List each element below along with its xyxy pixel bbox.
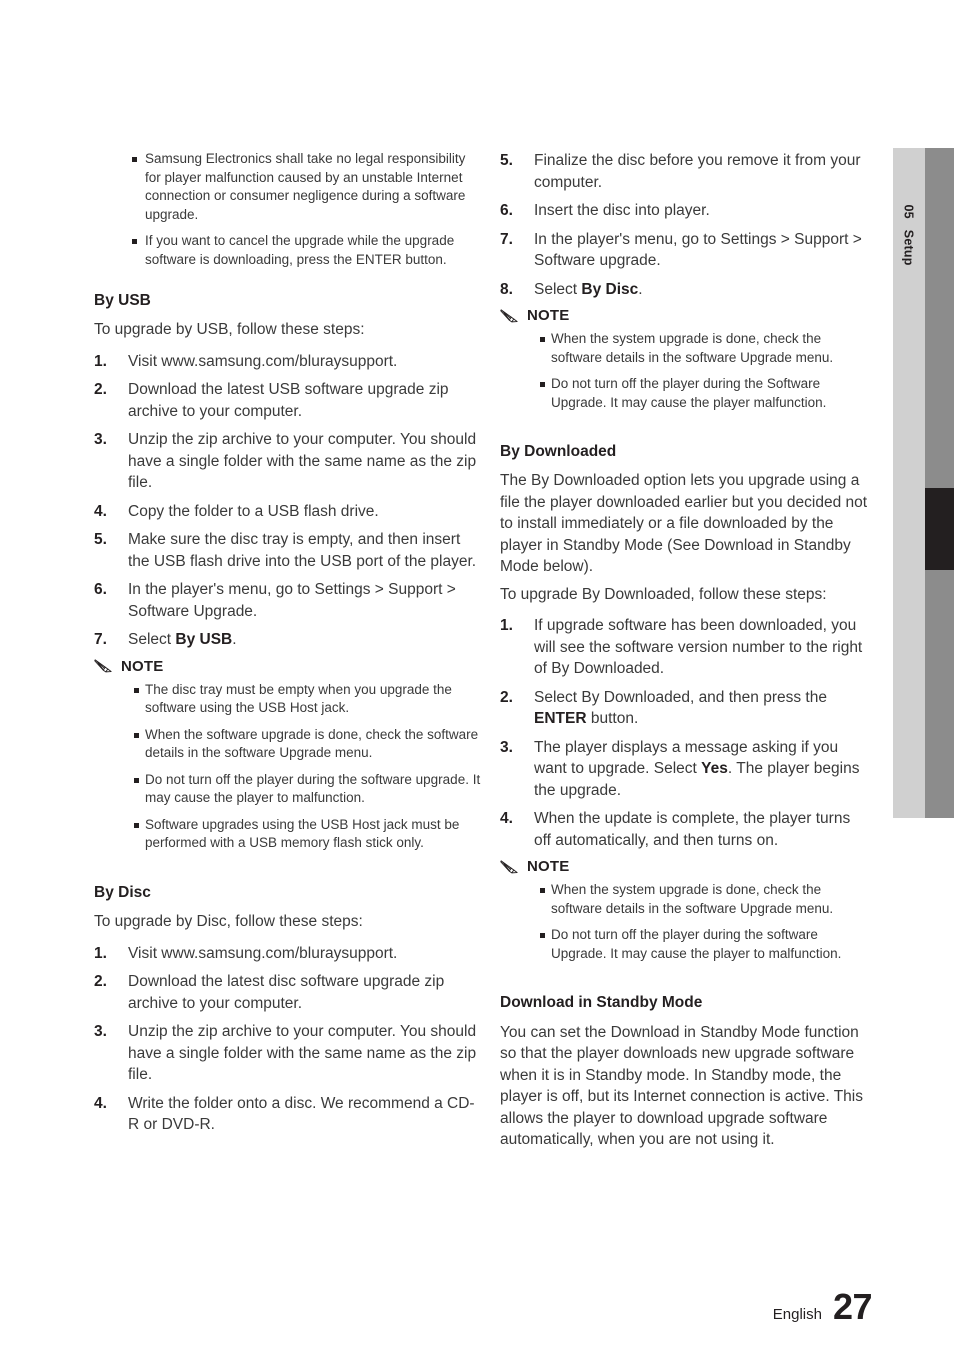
step-item bbox=[500, 229, 868, 272]
step-item bbox=[94, 943, 482, 965]
step-item bbox=[94, 379, 482, 422]
step-text-plain: Select By Disc. bbox=[534, 280, 643, 298]
step-item bbox=[500, 279, 868, 301]
step-item bbox=[500, 150, 868, 193]
heading-download-in-standby-mode: Download in Standby Mode bbox=[500, 994, 703, 1012]
step-text: Unzip the zip archive to your computer. You should have a single folder with the same name as the zip file. bbox=[128, 431, 477, 492]
square-bullet-icon bbox=[132, 157, 137, 162]
step-number: 1. bbox=[500, 617, 513, 635]
bullet-text: Do not turn off the player during the software upgrade. It may cause the player to malfunction. bbox=[145, 771, 481, 806]
bullet-text: Do not turn off the player during the software Upgrade. It may cause the player to malfunction. bbox=[551, 927, 842, 961]
note-header bbox=[94, 658, 482, 675]
bullet-text: When the software upgrade is done, check the software details in the software Upgrade menu. bbox=[145, 726, 479, 761]
bullet-text: When the system upgrade is done, check the software details in the software Upgrade menu. bbox=[551, 882, 834, 916]
list-item bbox=[500, 926, 868, 963]
step-number: 6. bbox=[500, 202, 513, 219]
step-number: 5. bbox=[94, 531, 107, 549]
step-number: 2. bbox=[500, 688, 513, 706]
right-column bbox=[500, 150, 868, 1161]
bullet-text: Software upgrades using the USB Host jack must be performed with a USB memory flash stick only. bbox=[145, 816, 460, 851]
step-item bbox=[94, 1093, 482, 1136]
step-number: 3. bbox=[94, 431, 107, 449]
square-bullet-icon bbox=[134, 778, 139, 783]
step-item bbox=[94, 429, 482, 494]
list-item bbox=[94, 681, 482, 718]
step-text-plain: Select By USB. bbox=[128, 631, 237, 649]
step-number: 3. bbox=[94, 1023, 107, 1041]
step-item bbox=[500, 737, 868, 802]
step-number: 7. bbox=[94, 631, 107, 649]
square-bullet-icon bbox=[134, 733, 139, 738]
square-bullet-icon bbox=[540, 933, 545, 938]
step-text: In the player's menu, go to Settings > Support > Software Upgrade. bbox=[128, 581, 456, 620]
list-item bbox=[94, 771, 482, 808]
list-item bbox=[500, 375, 868, 412]
step-number: 1. bbox=[94, 944, 107, 962]
step-text: Unzip the zip archive to your computer. You should have a single folder with the same name as the zip file. bbox=[128, 1023, 477, 1084]
heading-by-usb: By USB bbox=[94, 292, 151, 309]
step-number: 4. bbox=[500, 810, 513, 828]
step-item bbox=[94, 1021, 482, 1086]
bullet-text: When the system upgrade is done, check the software details in the software Upgrade menu. bbox=[551, 331, 834, 365]
bullet-text: Samsung Electronics shall take no legal responsibility for player malfunction caused by an unstable Internet connection or consumer negligence during a software upgrade. bbox=[145, 151, 466, 222]
chapter-side-tab bbox=[893, 148, 954, 818]
side-tab-chapter-marker bbox=[925, 488, 954, 570]
intro-bullet-list bbox=[94, 150, 482, 269]
bullet-text: If you want to cancel the upgrade while the upgrade software is downloading, press the ENTER button. bbox=[145, 233, 455, 267]
download-standby-body: You can set the Download in Standby Mode function so that the player downloads new upgrade software when it is in Standby mode. In Standby mode, the player is off, but its Internet connection is active. This allows the player to download upgrade software automatically, when you are not using it. bbox=[500, 1023, 864, 1149]
step-number: 8. bbox=[500, 280, 513, 298]
step-item bbox=[94, 351, 482, 373]
by-downloaded-intro-2: To upgrade By Downloaded, follow these steps: bbox=[500, 585, 827, 603]
pencil-icon bbox=[500, 308, 519, 324]
step-number: 2. bbox=[94, 381, 107, 399]
step-text: Insert the disc into player. bbox=[534, 202, 710, 219]
square-bullet-icon bbox=[540, 337, 545, 342]
side-tab-dark-band bbox=[925, 148, 954, 818]
step-text-plain: The player displays a message asking if you want to upgrade. Select Yes. The player begins the upgrade. bbox=[534, 738, 860, 799]
step-number: 1. bbox=[94, 352, 107, 370]
square-bullet-icon bbox=[134, 688, 139, 693]
step-text: Download the latest USB software upgrade zip archive to your computer. bbox=[128, 381, 449, 420]
step-number: 5. bbox=[500, 152, 513, 169]
by-disc-steps-continued bbox=[500, 150, 868, 300]
step-text: In the player's menu, go to Settings > Support > Software upgrade. bbox=[534, 230, 862, 269]
step-text: Make sure the disc tray is empty, and then insert the USB flash drive into the USB port of the player. bbox=[128, 531, 477, 570]
step-text: Visit www.samsung.com/bluraysupport. bbox=[128, 352, 398, 370]
footer-page-number: 27 bbox=[832, 1286, 872, 1327]
bullet-text: The disc tray must be empty when you upgrade the software using the USB Host jack. bbox=[145, 681, 452, 716]
note-label: NOTE bbox=[527, 858, 570, 876]
step-item bbox=[94, 629, 482, 651]
by-disc-steps bbox=[94, 943, 482, 1136]
square-bullet-icon bbox=[540, 888, 545, 893]
pencil-icon bbox=[94, 658, 113, 674]
side-tab-text bbox=[893, 156, 925, 346]
list-item bbox=[500, 881, 868, 918]
step-text: Visit www.samsung.com/bluraysupport. bbox=[128, 944, 398, 962]
heading-by-downloaded: By Downloaded bbox=[500, 443, 617, 460]
step-number: 2. bbox=[94, 973, 107, 991]
bullet-text: Do not turn off the player during the Software Upgrade. It may cause the player malfunction. bbox=[551, 376, 827, 410]
step-number: 6. bbox=[94, 581, 107, 599]
step-text: When the update is complete, the player turns off automatically, and then turns on. bbox=[534, 810, 851, 849]
note-header bbox=[500, 858, 868, 875]
by-usb-intro: To upgrade by USB, follow these steps: bbox=[94, 321, 365, 339]
square-bullet-icon bbox=[134, 823, 139, 828]
step-text: Copy the folder to a USB flash drive. bbox=[128, 502, 379, 520]
footer-language: English bbox=[772, 1306, 822, 1323]
by-downloaded-note-list bbox=[500, 881, 868, 963]
step-item bbox=[500, 615, 868, 680]
step-item bbox=[94, 529, 482, 572]
by-disc-note-list bbox=[500, 330, 868, 412]
step-item bbox=[500, 687, 868, 730]
by-downloaded-steps bbox=[500, 615, 868, 851]
step-item bbox=[500, 808, 868, 851]
list-item bbox=[94, 150, 482, 224]
heading-by-disc: By Disc bbox=[94, 883, 151, 901]
step-item bbox=[94, 971, 482, 1014]
note-label: NOTE bbox=[121, 657, 164, 675]
step-item bbox=[94, 501, 482, 523]
by-downloaded-intro-1: The By Downloaded option lets you upgrade using a file the player downloaded earlier but you decided not to install immediately or a file downloaded by the player in Standby Mode (See Download in Standby Mode below). bbox=[500, 472, 868, 576]
page-footer bbox=[773, 1286, 872, 1328]
step-text: Finalize the disc before you remove it from your computer. bbox=[534, 152, 861, 191]
list-item bbox=[94, 816, 482, 853]
step-text: Write the folder onto a disc. We recommend a CD-R or DVD-R. bbox=[128, 1094, 475, 1134]
list-item bbox=[94, 232, 482, 269]
step-number: 7. bbox=[500, 230, 513, 248]
note-label: NOTE bbox=[527, 307, 570, 324]
step-number: 3. bbox=[500, 738, 513, 756]
step-item bbox=[500, 200, 868, 222]
left-column bbox=[94, 150, 482, 1143]
list-item bbox=[500, 330, 868, 367]
list-item bbox=[94, 726, 482, 763]
chapter-number: 05 bbox=[902, 204, 917, 219]
step-text: Download the latest disc software upgrade zip archive to your computer. bbox=[128, 973, 445, 1012]
by-disc-intro: To upgrade by Disc, follow these steps: bbox=[94, 913, 363, 931]
step-number: 4. bbox=[94, 1094, 107, 1112]
by-usb-steps bbox=[94, 351, 482, 651]
note-header bbox=[500, 307, 868, 324]
step-number: 4. bbox=[94, 502, 107, 520]
chapter-name: Setup bbox=[902, 229, 917, 266]
step-item bbox=[94, 579, 482, 622]
square-bullet-icon bbox=[540, 382, 545, 387]
step-text: If upgrade software has been downloaded, you will see the software version number to the right of By Downloaded. bbox=[534, 617, 863, 678]
square-bullet-icon bbox=[132, 239, 137, 244]
by-usb-note-list bbox=[94, 681, 482, 853]
pencil-icon bbox=[500, 859, 519, 875]
step-text-plain: Select By Downloaded, and then press the ENTER button. bbox=[534, 688, 827, 728]
